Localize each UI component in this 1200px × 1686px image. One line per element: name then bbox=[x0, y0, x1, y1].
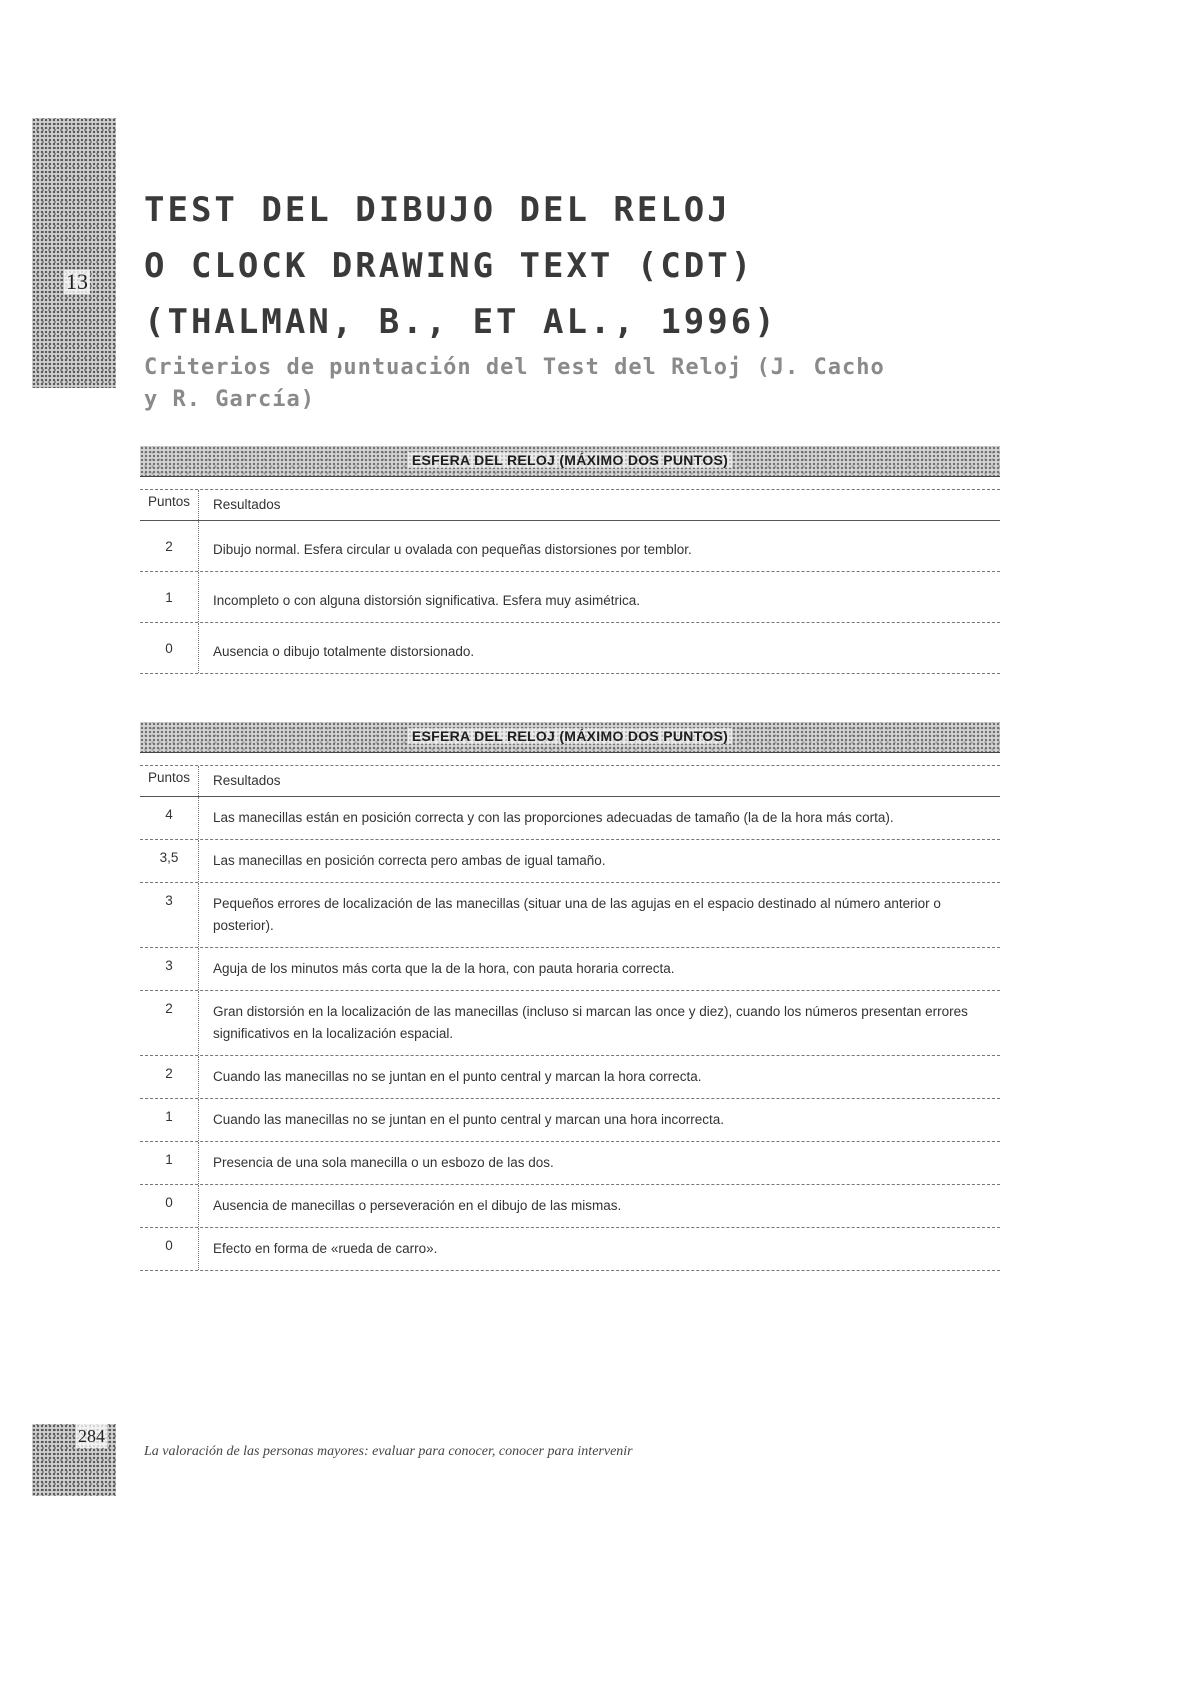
row-points: 3 bbox=[165, 958, 173, 973]
row-result: Cuando las manecillas no se juntan en el punto central y marcan una hora incorrecta. bbox=[198, 1099, 1000, 1141]
row-points: 0 bbox=[165, 1238, 173, 1253]
table-row bbox=[140, 948, 1000, 991]
table-row bbox=[140, 623, 1000, 674]
table-header-row bbox=[140, 489, 1000, 521]
chapter-tab-pattern bbox=[32, 118, 116, 388]
page-number: 284 bbox=[78, 1426, 105, 1446]
row-points: 0 bbox=[165, 1195, 173, 1210]
table-row bbox=[140, 883, 1000, 948]
table-banner bbox=[140, 446, 1000, 477]
table-row bbox=[140, 1142, 1000, 1185]
row-points: 4 bbox=[165, 807, 173, 822]
row-result: Las manecillas en posición correcta pero ambas de igual tamaño. bbox=[198, 840, 1000, 882]
table-row bbox=[140, 840, 1000, 883]
table-row bbox=[140, 572, 1000, 623]
row-result: Las manecillas están en posición correcta y con las proporciones adecuadas de tamaño (la de la hora más corta). bbox=[198, 797, 1000, 839]
row-points: 1 bbox=[165, 1109, 173, 1124]
row-points: 3 bbox=[165, 893, 173, 908]
column-header-results: Resultados bbox=[198, 766, 1000, 796]
scoring-table-1 bbox=[140, 446, 1000, 674]
subtitle-line: y R. García) bbox=[144, 387, 315, 412]
column-header-points: Puntos bbox=[147, 494, 191, 509]
row-result: Dibujo normal. Esfera circular u ovalada con pequeñas distorsiones por temblor. bbox=[198, 521, 1000, 571]
scoring-table-2 bbox=[140, 722, 1000, 1271]
row-points: 2 bbox=[165, 1066, 173, 1081]
row-points: 1 bbox=[165, 1152, 173, 1167]
table-banner bbox=[140, 722, 1000, 753]
row-points: 2 bbox=[165, 1001, 173, 1016]
table-row bbox=[140, 1056, 1000, 1099]
row-result: Aguja de los minutos más corta que la de la hora, con pauta horaria correcta. bbox=[198, 948, 1000, 990]
table-row bbox=[140, 991, 1000, 1056]
table-banner-label: ESFERA DEL RELOJ (MÁXIMO DOS PUNTOS) bbox=[408, 452, 732, 468]
table-header-row bbox=[140, 765, 1000, 797]
row-result: Cuando las manecillas no se juntan en el punto central y marcan la hora correcta. bbox=[198, 1056, 1000, 1098]
table-banner-label: ESFERA DEL RELOJ (MÁXIMO DOS PUNTOS) bbox=[408, 728, 732, 744]
row-result: Ausencia o dibujo totalmente distorsionado. bbox=[198, 623, 1000, 673]
column-header-results: Resultados bbox=[198, 490, 1000, 520]
chapter-number: 13 bbox=[66, 269, 88, 294]
row-points: 1 bbox=[165, 590, 173, 605]
row-result: Efecto en forma de «rueda de carro». bbox=[198, 1228, 1000, 1270]
row-result: Presencia de una sola manecilla o un esbozo de las dos. bbox=[198, 1142, 1000, 1184]
table-row bbox=[140, 797, 1000, 840]
row-result: Pequeños errores de localización de las manecillas (situar una de las agujas en el espacio destinado al número anterior o posterior). bbox=[198, 883, 1000, 947]
page-subtitle bbox=[144, 352, 924, 416]
title-line: TEST DEL DIBUJO DEL RELOJ bbox=[144, 190, 731, 230]
row-result: Gran distorsión en la localización de las manecillas (incluso si marcan las once y diez), cuando los números presentan errores significativos en la localización espacial. bbox=[198, 991, 1000, 1055]
title-line: (THALMAN, B., ET AL., 1996) bbox=[144, 302, 778, 342]
row-points: 0 bbox=[165, 641, 173, 656]
title-line: O CLOCK DRAWING TEXT (CDT) bbox=[144, 246, 755, 286]
running-footer: La valoración de las personas mayores: evaluar para conocer, conocer para intervenir bbox=[144, 1444, 633, 1459]
table-row bbox=[140, 1099, 1000, 1142]
table-row bbox=[140, 521, 1000, 572]
subtitle-line: Criterios de puntuación del Test del Reloj (J. Cacho bbox=[144, 355, 885, 380]
row-result: Incompleto o con alguna distorsión significativa. Esfera muy asimétrica. bbox=[198, 572, 1000, 622]
column-header-points: Puntos bbox=[147, 770, 191, 785]
row-points: 3,5 bbox=[159, 850, 179, 865]
table-row bbox=[140, 1185, 1000, 1228]
row-result: Ausencia de manecillas o perseveración en el dibujo de las mismas. bbox=[198, 1185, 1000, 1227]
page-title bbox=[144, 182, 1044, 350]
table-row bbox=[140, 1228, 1000, 1271]
row-points: 2 bbox=[165, 539, 173, 554]
